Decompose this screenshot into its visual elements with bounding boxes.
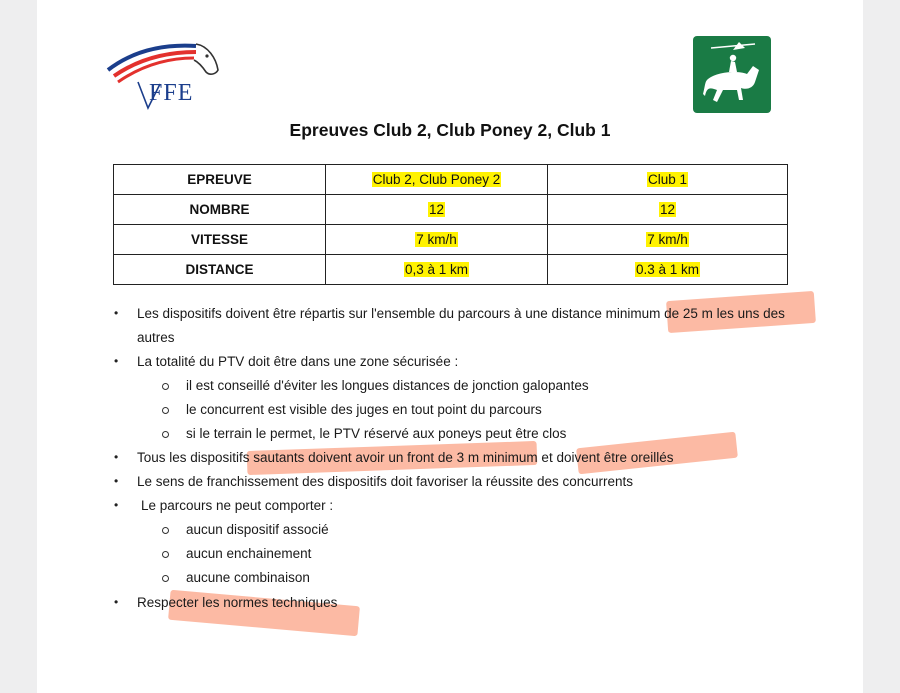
document-page bbox=[37, 0, 863, 693]
sub-list-item: le concurrent est visible des juges en tout point du parcours bbox=[186, 402, 542, 417]
row-label: EPREUVE bbox=[114, 165, 326, 195]
list-item: Le sens de franchissement des dispositifs doit favoriser la réussite des concurrents bbox=[137, 474, 633, 489]
table-cell: 12 bbox=[548, 195, 788, 225]
sub-list-item: aucune combinaison bbox=[186, 570, 310, 585]
row-label: NOMBRE bbox=[114, 195, 326, 225]
bullet-icon: • bbox=[114, 474, 119, 488]
sub-list-item: si le terrain le permet, le PTV réservé aux poneys peut être clos bbox=[186, 426, 567, 441]
table-cell: 0,3 à 1 km bbox=[326, 255, 548, 285]
bullet-icon: • bbox=[114, 498, 119, 512]
sub-list-item: aucun enchainement bbox=[186, 546, 312, 561]
circle-bullet-icon bbox=[162, 527, 169, 534]
ffe-logo-text: FFE bbox=[149, 80, 194, 106]
sub-list-item: aucun dispositif associé bbox=[186, 522, 329, 537]
table-cell: 12 bbox=[326, 195, 548, 225]
list-item: La totalité du PTV doit être dans une zone sécurisée : bbox=[137, 354, 459, 369]
table-cell: Club 1 bbox=[548, 165, 788, 195]
circle-bullet-icon bbox=[162, 407, 169, 414]
table-cell: 0.3 à 1 km bbox=[548, 255, 788, 285]
list-item: Les dispositifs doivent être répartis sur l'ensemble du parcours à une distance minimum de 25 m les uns des bbox=[137, 306, 785, 321]
circle-bullet-icon bbox=[162, 383, 169, 390]
circle-bullet-icon bbox=[162, 551, 169, 558]
table-cell: 7 km/h bbox=[326, 225, 548, 255]
row-label: VITESSE bbox=[114, 225, 326, 255]
sub-list-item: il est conseillé d'éviter les longues distances de jonction galopantes bbox=[186, 378, 589, 393]
row-label: DISTANCE bbox=[114, 255, 326, 285]
bullet-icon: • bbox=[114, 450, 119, 464]
list-item: Tous les dispositifs sautants doivent avoir un front de 3 m minimum et doivent être oreillés bbox=[137, 450, 674, 465]
bullet-icon: • bbox=[114, 306, 119, 320]
list-item-continuation: autres bbox=[137, 330, 175, 345]
table-cell: Club 2, Club Poney 2 bbox=[326, 165, 548, 195]
circle-bullet-icon bbox=[162, 431, 169, 438]
list-item: Respecter les normes techniques bbox=[137, 595, 338, 610]
page-title: Epreuves Club 2, Club Poney 2, Club 1 bbox=[289, 120, 611, 140]
list-item: Le parcours ne peut comporter : bbox=[141, 498, 334, 513]
bullet-icon: • bbox=[114, 595, 119, 609]
table-cell: 7 km/h bbox=[548, 225, 788, 255]
bullet-icon: • bbox=[114, 354, 119, 368]
rules-list bbox=[37, 0, 863, 693]
circle-bullet-icon bbox=[162, 575, 169, 582]
